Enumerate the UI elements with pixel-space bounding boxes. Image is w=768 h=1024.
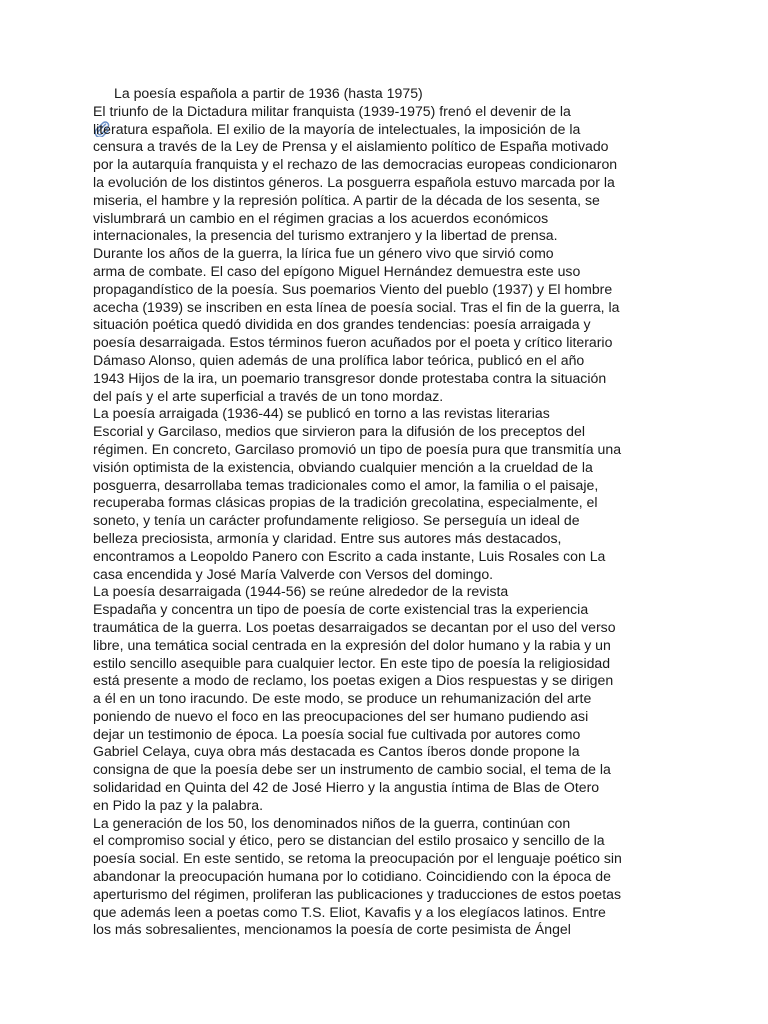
document-title: La poesía española a partir de 1936 (hasta 1975) — [114, 85, 423, 101]
text-line: La generación de los 50, los denominados niños de la guerra, continúan con — [93, 814, 571, 831]
text-line: abandonar la preocupación humana por lo cotidiano. Coincidiendo con la época de — [93, 868, 611, 885]
text-line: El triunfo de la Dictadura militar franquista (1939-1975) frenó el devenir de la — [93, 102, 571, 119]
text-line: los más sobresalientes, mencionamos la poesía de corte pesimista de Ángel — [93, 921, 571, 938]
text-line: vislumbrará un cambio en el régimen gracias a los acuerdos económicos — [93, 209, 549, 226]
text-line: encontramos a Leopoldo Panero con Escrito a cada instante, Luis Rosales con La — [93, 547, 606, 564]
text-line: visión optimista de la existencia, obviando cualquier mención a la crueldad de la — [93, 458, 593, 475]
text-line: Gabriel Celaya, cuya obra más destacada es Cantos íberos donde propone la — [93, 743, 580, 760]
text-line: literatura española. El exilio de la mayoría de intelectuales, la imposición de la — [93, 120, 581, 137]
text-line: régimen. En concreto, Garcilaso promovió un tipo de poesía pura que transmitía una — [93, 440, 622, 457]
text-line: está presente a modo de reclamo, los poetas exigen a Dios respuestas y se dirigen — [93, 672, 614, 689]
text-line: 1943 Hijos de la ira, un poemario transgresor donde protestaba contra la situación — [93, 369, 607, 386]
paperclip-icon — [93, 86, 111, 102]
text-line: aperturismo del régimen, proliferan las publicaciones y traducciones de estos poetas — [93, 885, 622, 902]
document-title-row — [93, 85, 653, 103]
text-line: La poesía desarraigada (1944-56) se reúne alrededor de la revista — [93, 583, 509, 600]
text-line: propagandístico de la poesía. Sus poemarios Viento del pueblo (1937) y El hombre — [93, 280, 613, 297]
text-line: por la autarquía franquista y el rechazo de las democracias europeas condicionaron — [93, 156, 618, 173]
text-line: Escorial y Garcilaso, medios que sirvieron para la difusión de los preceptos del — [93, 423, 585, 440]
text-line: dejar un testimonio de época. La poesía social fue cultivada por autores como — [93, 725, 581, 742]
text-line: recuperaba formas clásicas propias de la tradición grecolatina, especialmente, el — [93, 494, 598, 511]
text-line: solidaridad en Quinta del 42 de José Hierro y la angustia íntima de Blas de Otero — [93, 779, 600, 796]
text-line: libre, una temática social centrada en la expresión del dolor humano y la rabia y un — [93, 636, 611, 653]
text-line: internacionales, la presencia del turismo extranjero y la libertad de prensa. — [93, 227, 558, 244]
text-line: Espadaña y concentra un tipo de poesía de corte existencial tras la experiencia — [93, 601, 589, 618]
text-line: poniendo de nuevo el foco en las preocupaciones del ser humano pudiendo asi — [93, 707, 589, 724]
text-line: que además leen a poetas como T.S. Eliot, Kavafis y a los elegíacos latinos. Entre — [93, 903, 606, 920]
text-line: miseria, el hambre y la represión política. A partir de la década de los sesenta, se — [93, 191, 600, 208]
text-line: la evolución de los distintos géneros. La posguerra española estuvo marcada por la — [93, 173, 615, 190]
text-line: estilo sencillo asequible para cualquier lector. En este tipo de poesía la religiosidad — [93, 654, 611, 671]
text-line: belleza preciosista, armonía y claridad. Entre sus autores más destacados, — [93, 529, 562, 546]
text-line: censura a través de la Ley de Prensa y el aislamiento político de España motivado — [93, 138, 609, 155]
text-line: traumática de la guerra. Los poetas desarraigados se decantan por el uso del verso — [93, 618, 616, 635]
text-line: arma de combate. El caso del epígono Miguel Hernández demuestra este uso — [93, 262, 581, 279]
text-line: consigna de que la poesía debe ser un instrumento de cambio social, el tema de la — [93, 761, 611, 778]
document-text — [93, 103, 653, 939]
text-line: a él en un tono iracundo. De este modo, se produce un rehumanización del arte — [93, 690, 592, 707]
text-line: poesía social. En este sentido, se retoma la preocupación por el lenguaje poético sin — [93, 850, 622, 867]
text-line: el compromiso social y ético, pero se distancian del estilo prosaico y sencillo de la — [93, 832, 605, 849]
text-line: La poesía arraigada (1936-44) se publicó en torno a las revistas literarias — [93, 405, 550, 422]
text-line: del país y el arte superficial a través de un tono mordaz. — [93, 387, 444, 404]
text-line: Durante los años de la guerra, la lírica fue un género vivo que sirvió como — [93, 245, 554, 262]
text-line: situación poética quedó dividida en dos grandes tendencias: poesía arraigada y — [93, 316, 591, 333]
document-body — [93, 85, 653, 939]
text-line: posguerra, desarrollaba temas tradicionales como el amor, la familia o el paisaje, — [93, 476, 599, 493]
text-line: soneto, y tenía un carácter profundamente religioso. Se perseguía un ideal de — [93, 512, 580, 529]
text-line: en Pido la paz y la palabra. — [93, 796, 264, 813]
text-line: casa encendida y José María Valverde con Versos del domingo. — [93, 565, 494, 582]
text-line: acecha (1939) se inscriben en esta línea de poesía social. Tras el fin de la guerra, la — [93, 298, 620, 315]
text-line: Dámaso Alonso, quien además de una prolífica labor teórica, publicó en el año — [93, 351, 585, 368]
text-line: poesía desarraigada. Estos términos fueron acuñados por el poeta y crítico literario — [93, 334, 613, 351]
